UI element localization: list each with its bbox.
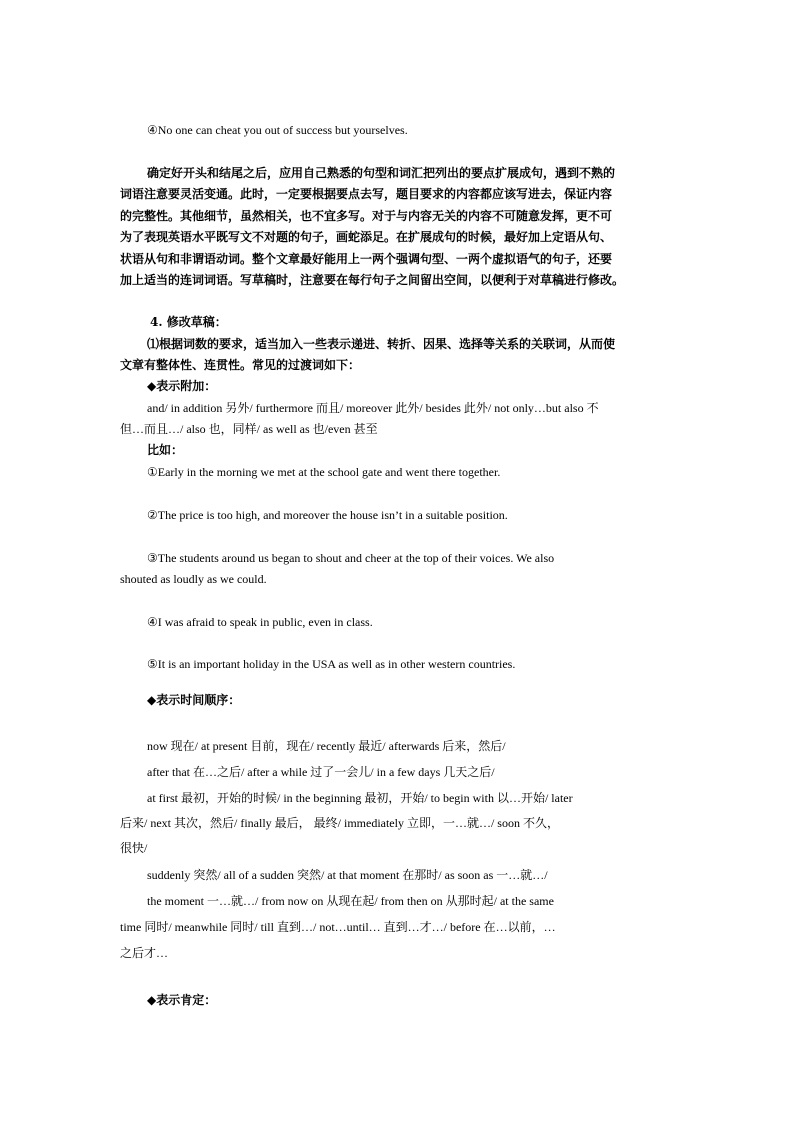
example-sentence-3-cont: shouted as loudly as we could. xyxy=(120,572,267,586)
section-heading: 4. 修改草稿： xyxy=(150,315,227,329)
time-words-line: time 同时/ meanwhile 同时/ till 直到…/ not…until… 直到…才…/ before 在…以前，… xyxy=(120,920,556,934)
example-sentence-5: ⑤It is an important holiday in the USA as well as in other western countries. xyxy=(147,657,516,671)
time-words-line: now 现在/ at present 目前，现在/ recently 最近/ afterwards 后来，然后/ xyxy=(147,739,506,753)
example-label: 比如： xyxy=(147,443,184,457)
example-sentence-1: ①Early in the morning we met at the school gate and went there together. xyxy=(147,465,501,479)
time-words-line: 后来/ next 其次，然后/ finally 最后， 最终/ immediately 立即，一…就…/ soon 不久， xyxy=(120,816,559,830)
example-sentence-3: ③The students around us began to shout and cheer at the top of their voices. We also xyxy=(147,551,555,565)
transition-words-line: 但…而且…/ also 也，同样/ as well as 也/even 甚至 xyxy=(120,422,378,436)
time-words-line: at first 最初，开始的时候/ in the beginning 最初，开始/ to begin with 以…开始/ later xyxy=(147,791,573,805)
time-words-line: after that 在…之后/ after a while 过了一会儿/ in a few days 几天之后/ xyxy=(147,765,495,779)
subheading-time-order: ◆表示时间顺序： xyxy=(147,693,241,707)
example-sentence-4: ④I was afraid to speak in public, even in class. xyxy=(147,615,373,629)
paragraph-line: 为了表现英语水平既写文不对题的句子，画蛇添足。在扩展成句的时候，最好加上定语从句、 xyxy=(120,230,613,244)
paragraph-line: 词语注意要灵活变通。此时，一定要根据要点去写，题目要求的内容都应该写进去，保证内容 xyxy=(120,187,613,201)
example-sentence-2: ②The price is too high, and moreover the house isn’t in a suitable position. xyxy=(147,508,508,522)
transition-words-line: and/ in addition 另外/ furthermore 而且/ moreover 此外/ besides 此外/ not only…but also 不 xyxy=(147,401,599,415)
paragraph-line: 加上适当的连词词语。写草稿时，注意要在每行句子之间留出空间，以便利于对草稿进行修改。 xyxy=(120,273,625,287)
paragraph-line: ⑴根据词数的要求，适当加入一些表示递进、转折、因果、选择等关系的关联词，从而使 xyxy=(147,337,616,351)
paragraph-line: 的完整性。其他细节，虽然相关，也不宜多写。对于与内容无关的内容不可随意发挥，更不可 xyxy=(120,209,613,223)
time-words-line: suddenly 突然/ all of a sudden 突然/ at that moment 在那时/ as soon as 一…就…/ xyxy=(147,868,548,882)
subheading-affirmation: ◆表示肯定： xyxy=(147,993,217,1007)
paragraph-line: 文章有整体性、连贯性。常见的过渡词如下： xyxy=(120,358,361,372)
time-words-line: the moment 一…就…/ from now on 从现在起/ from then on 从那时起/ at the same xyxy=(147,894,554,908)
paragraph-line: 状语从句和非谓语动词。整个文章最好能用上一两个强调句型、一两个虚拟语气的句子，还要 xyxy=(120,252,613,266)
time-words-line: 很快/ xyxy=(120,841,148,855)
subheading-addition: ◆表示附加： xyxy=(147,379,217,393)
time-words-line: 之后才… xyxy=(120,946,169,960)
example-sentence-4a: ④No one can cheat you out of success but yourselves. xyxy=(147,123,408,137)
paragraph-line: 确定好开头和结尾之后，应用自己熟悉的句型和词汇把列出的要点扩展成句，遇到不熟的 xyxy=(147,166,616,180)
